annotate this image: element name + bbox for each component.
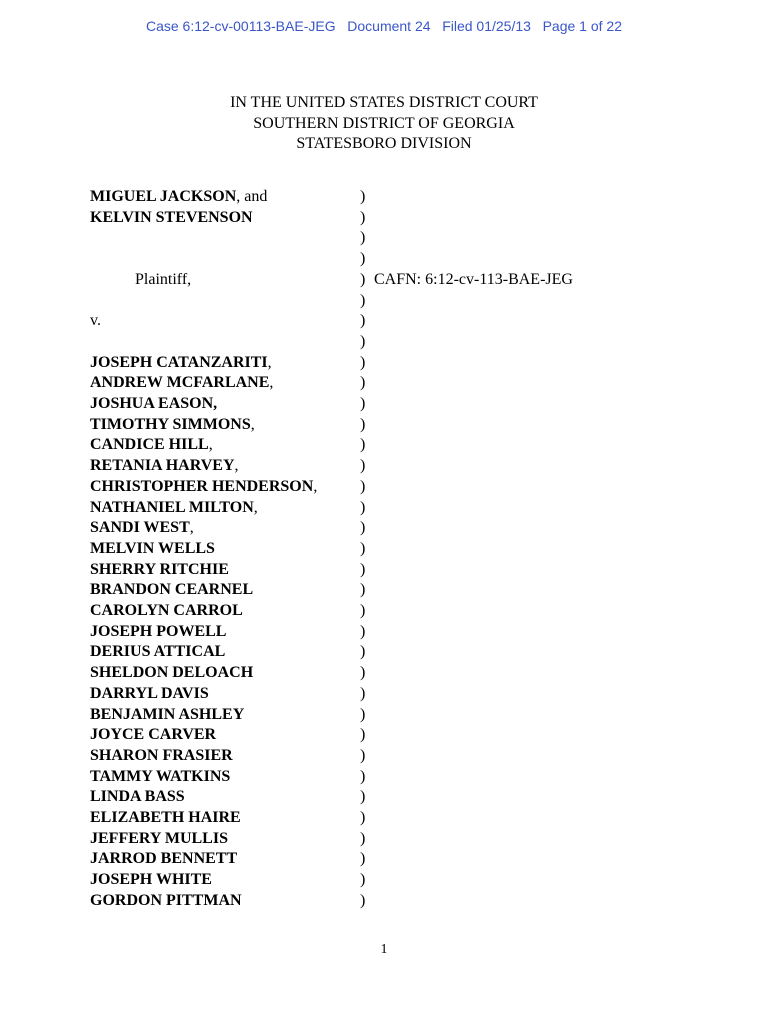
caption-paren: ) [360,726,366,744]
defendant-row [0,787,768,808]
defendant-suffix: , [250,415,255,433]
caption-row-blank [0,228,768,249]
plaintiff-suffix: , and [236,188,268,205]
caption-row-blank [0,291,768,312]
defendant-row [0,373,768,394]
caption-paren: ) [360,581,366,599]
versus-label: v. [90,312,101,330]
caption-paren: ) [360,684,366,702]
caption-paren: ) [360,498,366,516]
defendant-row [0,394,768,415]
caption-row-plaintiff-2 [0,208,768,229]
defendant-row [0,560,768,581]
caption-paren: ) [360,519,366,537]
court-line-2: SOUTHERN DISTRICT OF GEORGIA [253,114,515,132]
court-line-1: IN THE UNITED STATES DISTRICT COURT [230,94,538,111]
defendant-row [0,601,768,622]
caption-paren: ) [360,436,366,454]
defendant-name: ELIZABETH HAIRE [90,809,241,826]
defendant-suffix: , [189,519,194,537]
caption-paren: ) [360,643,366,661]
defendant-name: JOSHUA EASON, [90,395,218,412]
caption-paren: ) [360,767,366,785]
defendant-name: TAMMY WATKINS [90,767,231,785]
defendant-row [0,353,768,374]
defendant-suffix: , [253,498,258,516]
case-number: CAFN: 6:12-cv-113-BAE-JEG [374,270,573,288]
caption-paren: ) [360,374,366,392]
caption-paren: ) [360,477,366,495]
defendant-name: LINDA BASS [90,788,185,806]
defendant-name: RETANIA HARVEY [90,457,235,475]
court-line-3: STATESBORO DIVISION [296,135,472,152]
defendant-name: JOSEPH WHITE [90,871,212,889]
defendant-row [0,580,768,601]
plaintiff-name: MIGUEL JACKSON [90,188,237,205]
defendant-name: JOSEPH POWELL [90,622,227,640]
defendant-name: DARRYL DAVIS [90,684,209,702]
caption-paren: ) [360,539,366,557]
caption-paren: ) [360,395,366,412]
defendant-name: SHERRY RITCHIE [90,560,229,578]
defendant-row [0,477,768,498]
defendant-row [0,622,768,643]
plaintiff-label: Plaintiff, [135,270,192,288]
defendant-row [0,518,768,539]
caption-paren: ) [360,705,366,723]
defendant-suffix: , [313,477,318,495]
defendant-name: ANDREW MCFARLANE [90,374,270,392]
caption-paren: ) [360,809,366,826]
defendant-row [0,642,768,663]
caption-paren: ) [360,602,366,619]
caption-row-plaintiff-1 [0,187,768,208]
defendant-suffix: , [208,436,213,454]
defendant-name: SHELDON DELOACH [90,664,254,682]
defendant-name: GORDON PITTMAN [90,891,242,909]
caption-paren: ) [360,332,366,350]
caption-row-blank [0,332,768,353]
defendant-suffix: , [269,374,274,392]
defendant-name: CHRISTOPHER HENDERSON [90,477,314,495]
caption-paren: ) [360,664,366,682]
caption-paren: ) [360,850,366,868]
caption-paren: ) [360,415,366,433]
caption-paren: ) [360,746,366,764]
caption-row-blank [0,249,768,270]
caption-paren: ) [360,622,366,640]
defendant-row [0,829,768,850]
defendant-row [0,498,768,519]
plaintiff-name: KELVIN STEVENSON [90,208,253,226]
defendant-row [0,725,768,746]
defendant-row [0,705,768,726]
defendant-name: TIMOTHY SIMMONS [90,415,251,433]
defendant-name: DERIUS ATTICAL [90,643,226,661]
caption-row-plaintiff-label [0,270,768,291]
defendant-name: JOYCE CARVER [90,726,217,744]
caption-paren: ) [360,871,366,889]
caption-paren: ) [360,188,366,205]
defendant-row [0,891,768,912]
defendant-row [0,435,768,456]
defendant-name: NATHANIEL MILTON [90,498,254,516]
caption-paren: ) [360,250,366,268]
defendant-name: MELVIN WELLS [90,539,215,557]
defendant-row [0,456,768,477]
caption-paren: ) [360,208,366,226]
defendant-row [0,415,768,436]
defendant-row [0,663,768,684]
defendant-row [0,746,768,767]
defendant-name: CANDICE HILL [90,436,209,454]
caption-paren: ) [360,229,366,247]
caption-row-versus [0,311,768,332]
page-number: 1 [380,942,388,957]
defendant-row [0,684,768,705]
defendant-suffix: , [234,457,239,475]
defendant-name: SHARON FRASIER [90,746,233,764]
defendant-name: JOSEPH CATANZARITI [90,353,268,371]
caption-paren: ) [360,829,366,847]
caption-paren: ) [360,560,366,578]
defendant-name: JEFFERY MULLIS [90,829,228,847]
defendant-row [0,767,768,788]
defendant-row [0,870,768,891]
caption-paren: ) [360,270,366,288]
defendant-name: BRANDON CEARNEL [90,581,254,599]
caption-paren: ) [360,312,366,330]
defendant-name: SANDI WEST [90,519,190,537]
defendant-row [0,808,768,829]
defendant-suffix: , [267,353,272,371]
defendant-row [0,539,768,560]
defendant-name: CAROLYN CARROL [90,602,243,619]
defendant-name: BENJAMIN ASHLEY [90,705,245,723]
defendant-row [0,849,768,870]
caption-paren: ) [360,353,366,371]
caption-paren: ) [360,788,366,806]
caption-paren: ) [360,891,366,909]
caption-paren: ) [360,457,366,475]
case-header: Case 6:12-cv-00113-BAE-JEG Document 24 Filed 01/25/13 Page 1 of 22 [145,18,622,34]
caption-paren: ) [360,291,366,309]
defendant-name: JARROD BENNETT [90,850,238,868]
